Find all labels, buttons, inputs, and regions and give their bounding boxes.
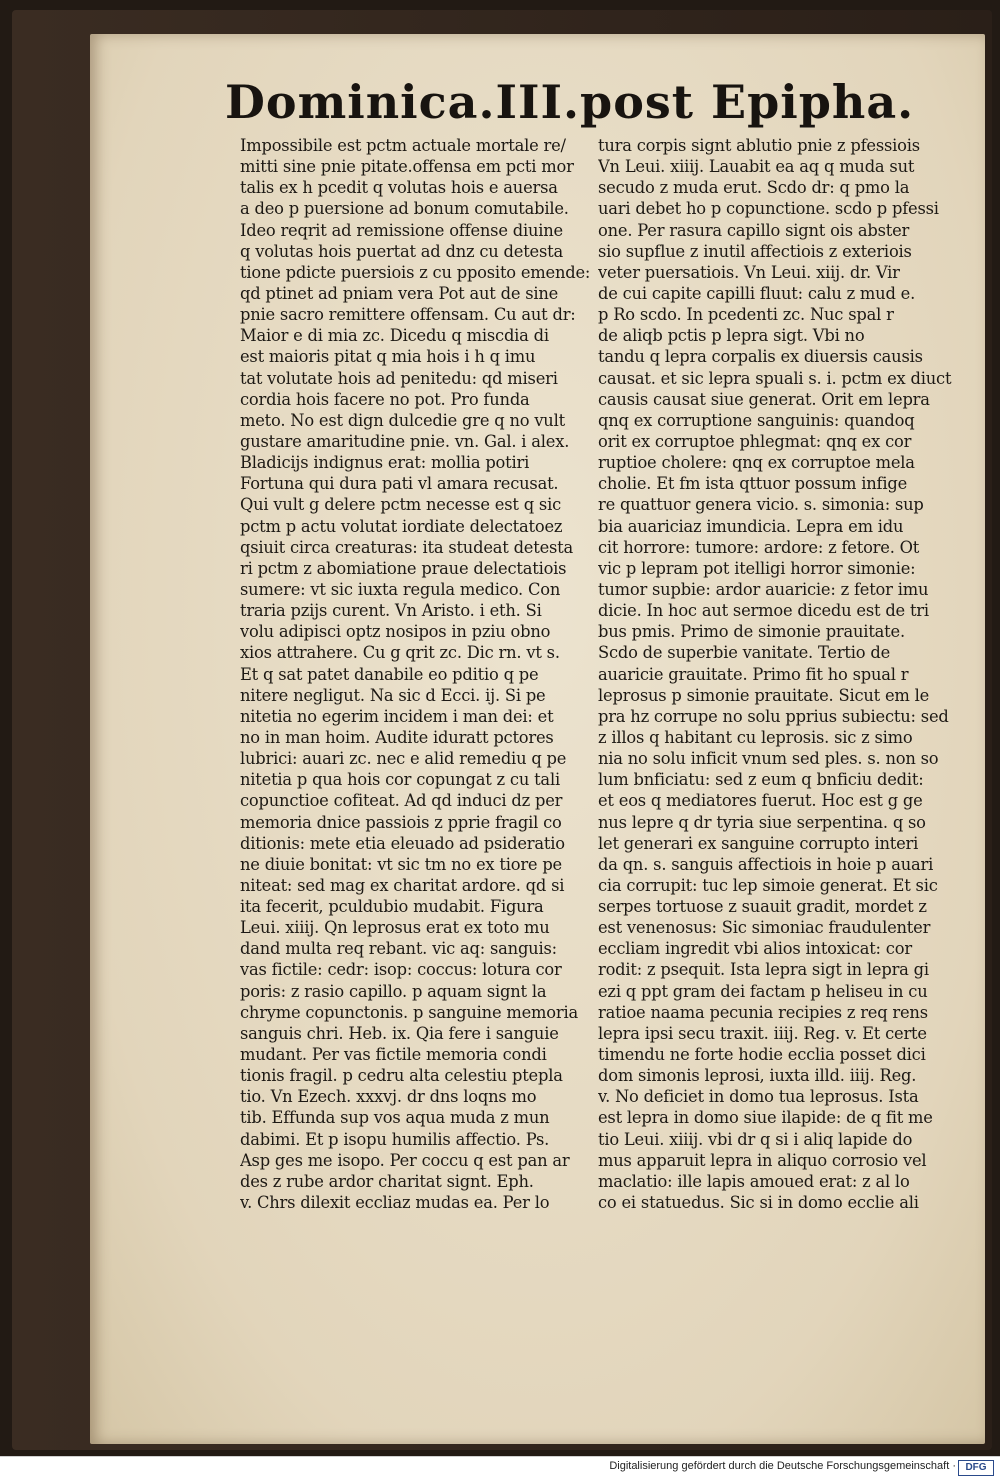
text-line: Fortuna qui dura pati vl amara recusat. [240, 474, 559, 494]
text-line: nitetia no egerim incidem i man dei: et [240, 706, 554, 726]
text-line: bia auariciaz imundicia. Lepra em idu [598, 516, 904, 536]
text-line: nitetia p qua hois cor copungat z cu tali [240, 770, 560, 790]
text-line: tio Leui. xiiij. vbi dr q si i aliq lapide do [598, 1129, 913, 1149]
text-line: one. Per rasura capillo signt ois abster [598, 220, 910, 240]
text-line: leprosus p simonie prauitate. Sicut em le [598, 685, 930, 705]
text-line: tura corpis signt ablutio pnie z pfessiois [598, 136, 920, 155]
text-line: tio. Vn Ezech. xxxvj. dr dns loqns mo [240, 1087, 537, 1107]
text-line: Vn Leui. xiiij. Lauabit ea aq q muda sut [598, 157, 915, 177]
text-line: rodit: z psequit. Ista lepra sigt in lepra gi [598, 960, 929, 980]
text-line: causis causat siue generat. Orit em lepra [598, 389, 930, 409]
text-line: de aliqb pctis p lepra sigt. Vbi no [598, 326, 865, 346]
text-line: qd ptinet ad pniam vera Pot aut de sine [240, 283, 559, 303]
text-line: cia corrupit: tuc lep simoie generat. Et sic [598, 875, 938, 895]
text-line: nus lepre q dr tyria siue serpentina. q so [598, 812, 926, 832]
text-line: tat volutate hois ad penitedu: qd miseri [240, 368, 558, 388]
text-line: pctm p actu volutat iordiate delectatoez [240, 516, 563, 536]
text-line: des z rube ardor charitat signt. Eph. [240, 1171, 534, 1191]
text-line: meto. No est dign dulcedie gre q no vult [240, 410, 565, 430]
text-line: nia no solu inficit vnum sed ples. s. non so [598, 749, 939, 769]
text-line: talis ex h pcedit q volutas hois e auersa [240, 178, 558, 198]
text-line: pra hz corrupe no solu pprius subiectu: sed [598, 706, 949, 726]
text-line: dicie. In hoc aut sermoe dicedu est de tri [598, 601, 929, 621]
text-line: Scdo de superbie vanitate. Tertio de [598, 643, 890, 663]
text-line: ne diuie bonitat: vt sic tm no ex tiore pe [240, 854, 562, 874]
text-line: lepra ipsi secu traxit. iiij. Reg. v. Et certe [598, 1023, 927, 1043]
text-line: ita fecerit, pculdubio mudabit. Figura [240, 897, 544, 917]
text-line: nitere negligut. Na sic d Ecci. ij. Si pe [240, 685, 546, 705]
text-line: lubrici: auari zc. nec e alid remediu q pe [240, 749, 567, 769]
text-line: v. Chrs dilexit eccliaz mudas ea. Per lo [240, 1193, 550, 1213]
text-line: ratioe naama pecunia recipies z req rens [598, 1002, 928, 1022]
digitization-footer [0, 1456, 1000, 1478]
text-line: orit ex corruptoe phlegmat: qnq ex cor [598, 431, 912, 451]
text-line: let generari ex sanguine corrupto interi [598, 833, 919, 853]
text-line: Asp ges me isopo. Per coccu q est pan ar [240, 1150, 570, 1170]
text-line: memoria dnice passiois z pprie fragil co [240, 812, 562, 832]
text-line: ditionis: mete etia eleuado ad psideratio [240, 833, 565, 853]
text-line: et eos q mediatores fuerut. Hoc est g ge [598, 791, 923, 811]
text-line: mudant. Per vas fictile memoria condi [240, 1045, 547, 1065]
text-line: sio supflue z inutil affectiois z exteriois [598, 241, 912, 261]
text-line: causat. et sic lepra spuali s. i. pctm ex diuct [598, 368, 952, 388]
text-line: Leui. xiiij. Qn leprosus erat ex toto mu [240, 918, 550, 938]
text-line: eccliam ingredit vbi alios intoxicat: cor [598, 939, 912, 959]
text-line: poris: z rasio capillo. p aquam signt la [240, 981, 547, 1001]
text-line: copunctioe cofiteat. Ad qd induci dz per [240, 791, 563, 811]
text-line: bus pmis. Primo de simonie prauitate. [598, 622, 905, 642]
text-line: Ideo reqrit ad remissione offense diuine [240, 220, 563, 240]
text-line: no in man hoim. Audite iduratt pctores [240, 727, 554, 747]
text-line: re quattuor genera vicio. s. simonia: sup [598, 495, 924, 515]
text-line: co ei statuedus. Sic si in domo ecclie ali [598, 1193, 919, 1213]
text-line: xios attrahere. Cu g qrit zc. Dic rn. vt s. [240, 643, 560, 663]
text-line: uari debet ho p copunctione. scdo p pfessi [598, 199, 939, 219]
text-line: dabimi. Et p isopu humilis affectio. Ps. [240, 1129, 550, 1149]
text-line: auaricie grauitate. Primo fit ho spual r [598, 664, 909, 684]
text-line: qnq ex corruptione sanguinis: quandoq [598, 410, 915, 430]
text-line: Impossibile est pctm actuale mortale re/ [240, 136, 566, 155]
text-line: est venenosus: Sic simoniac fraudulenter [598, 918, 931, 938]
text-line: q volutas hois puertat ad dnz cu detesta [240, 241, 563, 261]
text-line: mus apparuit lepra in aliquo corrosio vel [598, 1150, 927, 1170]
text-line: tione pdicte puersiois z cu pposito emende: [240, 262, 591, 282]
text-line: traria pzijs curent. Vn Aristo. i eth. Si [240, 601, 542, 621]
text-line: niteat: sed mag ex charitat ardore. qd si [240, 875, 565, 895]
text-line: gustare amaritudine pnie. vn. Gal. i alex. [240, 431, 570, 451]
text-line: tumor supbie: ardor auaricie: z fetor imu [598, 579, 929, 599]
text-line: pnie sacro remittere offensam. Cu aut dr: [240, 305, 576, 325]
text-line: veter puersatiois. Vn Leui. xiij. dr. Vir [598, 262, 900, 282]
text-line: p Ro scdo. In pcedenti zc. Nuc spal r [598, 305, 894, 325]
text-line: tandu q lepra corpalis ex diuersis causis [598, 347, 923, 367]
text-line: z illos q habitant cu leprosis. sic z simo [598, 727, 913, 747]
text-line: da qn. s. sanguis affectiois in hoie p auari [598, 854, 934, 874]
text-line: dom simonis leprosi, iuxta illd. iiij. Reg. [598, 1066, 917, 1086]
text-line: serpes tortuose z suauit gradit, mordet z [598, 897, 927, 917]
text-line: tib. Effunda sup vos aqua muda z mun [240, 1108, 550, 1128]
text-line: chryme copunctonis. p sanguine memoria [240, 1002, 578, 1022]
text-line: v. No deficiet in domo tua leprosus. Ista [598, 1087, 919, 1107]
text-line: qsiuit circa creaturas: ita studeat detesta [240, 537, 574, 557]
text-line: Et q sat patet danabile eo pditio q pe [240, 664, 539, 684]
text-line: vas fictile: cedr: isop: coccus: lotura cor [240, 960, 562, 980]
text-line: sanguis chri. Heb. ix. Qia fere i sanguie [240, 1023, 559, 1043]
text-line: mitti sine pnie pitate.offensa em pcti mor [240, 157, 574, 177]
text-line: cholie. Et fm ista qttuor possum infige [598, 474, 908, 494]
left-text-column [240, 135, 602, 1213]
text-line: cit horrore: tumore: ardore: z fetore. Ot [598, 537, 920, 557]
text-line: ezi q ppt gram dei factam p heliseu in cu [598, 981, 928, 1001]
text-line: Qui vult g delere pctm necesse est q sic [240, 495, 561, 515]
running-title: Dominica.III.post Epipha. [225, 75, 915, 129]
text-line: ruptioe cholere: qnq ex corruptoe mela [598, 453, 915, 473]
text-line: volu adipisci optz nosipos in pziu obno [240, 622, 551, 642]
funding-credit: Digitalisierung gefördert durch die Deutsche Forschungsgemeinschaft · [609, 1460, 956, 1472]
text-line: secudo z muda erut. Scdo dr: q pmo la [598, 178, 910, 198]
text-line: Bladicijs indignus erat: mollia potiri [240, 453, 530, 473]
text-line: est maioris pitat q mia hois i h q imu [240, 347, 536, 367]
text-line: est lepra in domo siue ilapide: de q fit me [598, 1108, 933, 1128]
text-line: sumere: vt sic iuxta regula medico. Con [240, 579, 561, 599]
text-line: maclatio: ille lapis amoued erat: z al lo [598, 1171, 910, 1191]
dfg-logo: DFG [958, 1460, 994, 1476]
text-line: vic p lepram pot itelligi horror simonie: [598, 558, 916, 578]
text-line: cordia hois facere no pot. Pro funda [240, 389, 530, 409]
text-line: tionis fragil. p cedru alta celestiu ptepla [240, 1066, 563, 1086]
right-text-column [598, 135, 974, 1213]
text-line: de cui capite capilli fluut: calu z mud e. [598, 283, 916, 303]
text-line: Maior e di mia zc. Dicedu q miscdia di [240, 326, 549, 346]
text-line: lum bnficiatu: sed z eum q bnficiu dedit: [598, 770, 924, 790]
text-line: timendu ne forte hodie ecclia posset dici [598, 1045, 926, 1065]
text-line: a deo p puersione ad bonum comutabile. [240, 199, 569, 219]
text-line: ri pctm z abomiatione praue delectatiois [240, 558, 567, 578]
text-line: dand multa req rebant. vic aq: sanguis: [240, 939, 557, 959]
